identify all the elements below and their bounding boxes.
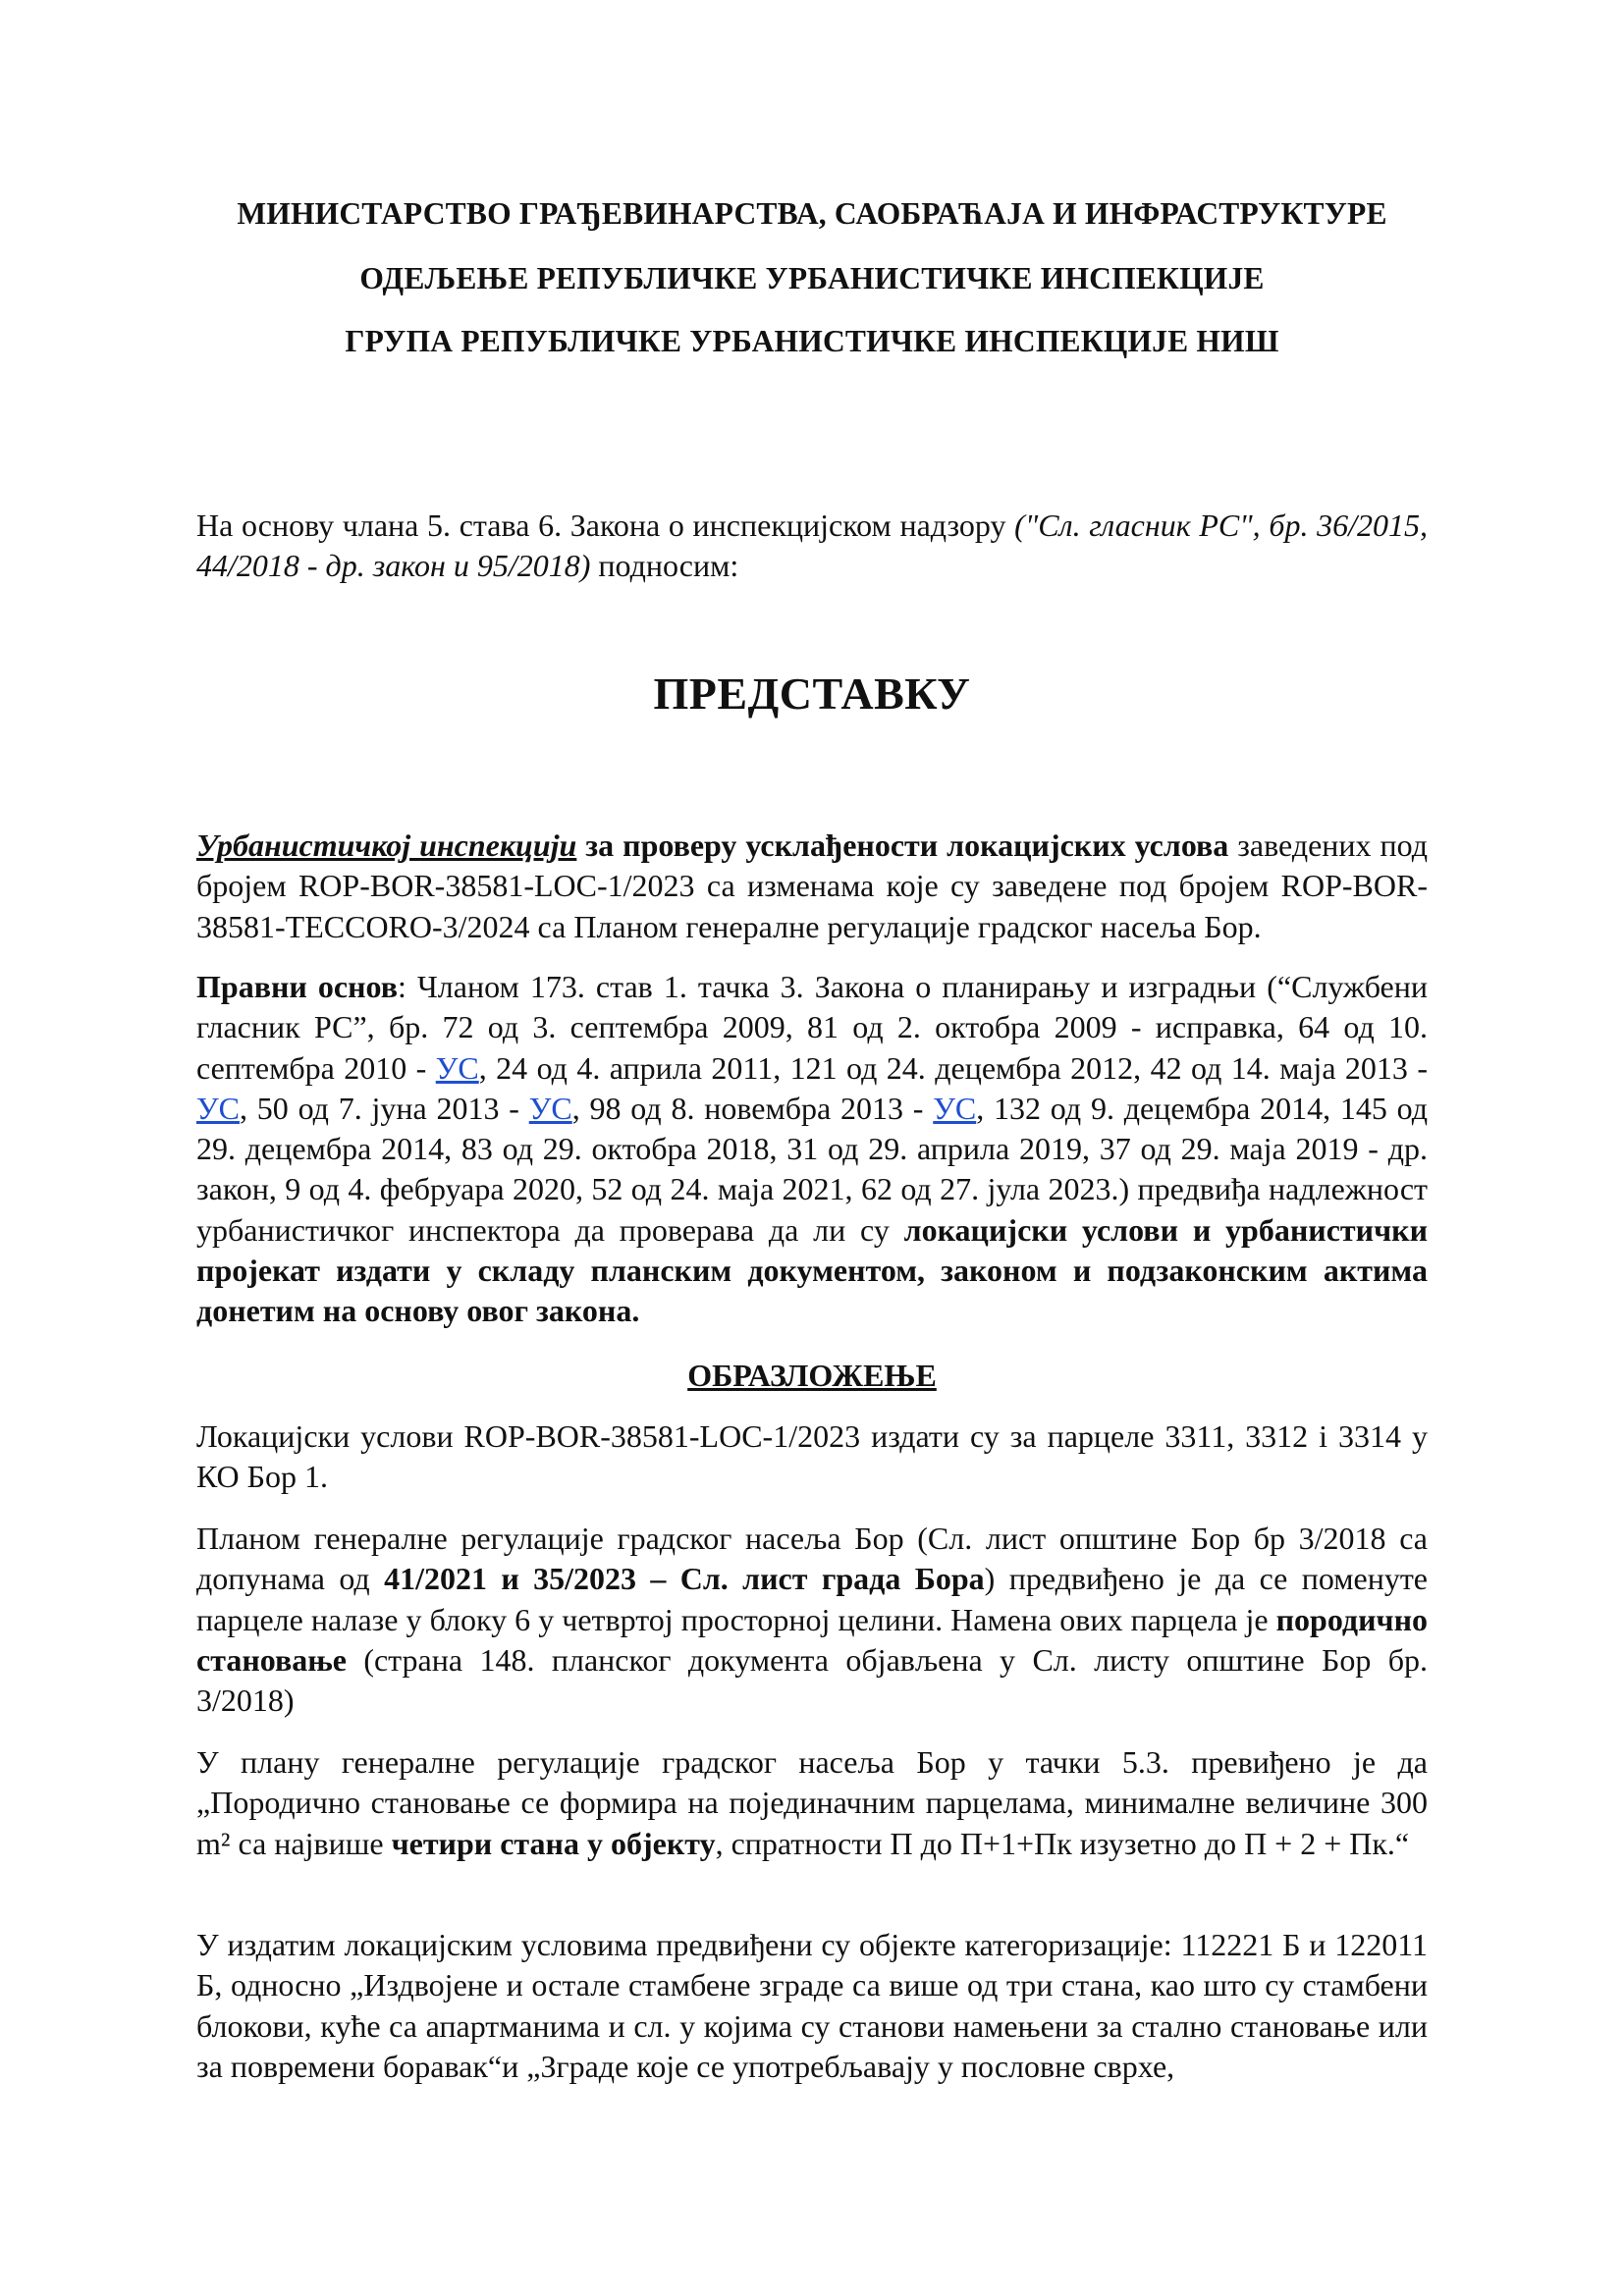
subject-paragraph (196, 826, 1428, 947)
group-heading: ГРУПА РЕПУБЛИЧКЕ УРБАНИСТИЧКЕ ИНСПЕКЦИЈЕ НИШ (345, 324, 1279, 358)
explanation-paragraph-2 (196, 1519, 1428, 1721)
p2-text: ) предвиђено је да се поменуте парцеле налазе у блоку 6 у четвртој просторној целини. Намена ових парцела је (196, 1561, 1429, 1637)
p2-text: Планом генералне регулације градског насеља Бор (Сл. лист општине Бор бр 3/2018 са допунама од (196, 1521, 1428, 1597)
department-heading: ОДЕЉЕЊЕ РЕПУБЛИЧКЕ УРБАНИСТИЧКЕ ИНСПЕКЦИЈЕ (359, 261, 1265, 295)
intro-paragraph (196, 506, 1428, 587)
p3-limit: четири стана у објекту (391, 1825, 716, 1861)
us-link[interactable]: УС (435, 1049, 479, 1086)
addressee: Урбанистичкој инспекцији (196, 828, 577, 863)
intro-text-end: подносим: (590, 548, 739, 584)
legal-basis-text: , 132 од 9. децембра 2014, 145 од 29. децембра 2014, 83 од 29. октобра 2018, 31 од 29. априла 2019, 37 од 29. маја 2019 - др. закон, 9 од 4. фебруара 2020, 52 од 24. маја 2021, 62 од 27. јула 2023.) предвиђа надлежност урбанистичког инспектора да проверава да ли су (196, 1090, 1429, 1248)
explanation-paragraph-4: У издатим локацијским условима предвиђени су објекте категоризације: 112221 Б и 122011 Б, односно „Издвојене и остале стамбене зграде са више од три стана, као што су стамбени блокови, куће са апартманима и сл. у којима су станови намењени за стално становање или за повремени боравак“и „Зграде које се употребљавају у пословне сврхе, (196, 1927, 1428, 2084)
legal-basis-paragraph (196, 967, 1428, 1332)
document-title: ПРЕДСТАВКУ (653, 668, 971, 719)
ministry-heading: МИНИСТАРСТВО ГРАЂЕВИНАРСТВА, САОБРАЋАЈА И ИНФРАСТРУКТУРЕ (237, 196, 1387, 231)
us-link[interactable]: УС (196, 1090, 240, 1126)
explanation-heading: ОБРАЗЛОЖЕЊЕ (687, 1358, 937, 1393)
legal-basis-text: , 50 од 7. јуна 2013 - (240, 1090, 529, 1126)
us-link[interactable]: УС (933, 1090, 977, 1126)
us-link[interactable]: УС (528, 1090, 572, 1126)
explanation-paragraph-3 (196, 1742, 1428, 1864)
legal-basis-text: , 24 од 4. априла 2011, 121 од 24. децембра 2012, 42 од 14. маја 2013 - (478, 1049, 1429, 1086)
legal-basis-conclusion: локацијски услови и урбанистички пројекат издати у складу планским документом, законом и подзаконским актима донетим на основу овог закона. (196, 1211, 1429, 1329)
p2-amendments: 41/2021 и 35/2023 – Сл. лист града Бора (384, 1561, 985, 1597)
subject-purpose: за проверу усклађености локацијских услова (576, 828, 1229, 863)
intro-law-reference: ("Сл. гласник РС", бр. 36/2015, 44/2018 - др. закон и 95/2018) (196, 507, 1429, 584)
explanation-paragraph-1: Локацијски услови ROP-BOR-38581-LOC-1/2023 издати су за парцеле 3311, 3312 і 3314 у КО Бор 1. (196, 1418, 1428, 1495)
p2-purpose: породично становање (196, 1601, 1428, 1678)
legal-basis-text: , 98 од 8. новембра 2013 - (571, 1090, 934, 1126)
legal-basis-label: Правни основ (196, 969, 399, 1004)
legal-basis-text: : Чланом 173. став 1. тачка 3. Закона о планирању и изградњи (“Службени гласник РС”, бр. 72 од 3. септембра 2009, 81 од 2. октобра 2009 - исправка, 64 од 10. септембра 2010 - (196, 969, 1429, 1086)
p2-text: (страна 148. планског документа објављена у Сл. листу општине Бор бр. 3/2018) (196, 1641, 1428, 1719)
p3-text: , спратности П до П+1+Пк изузетно до П + 2 + Пк.“ (715, 1825, 1410, 1861)
intro-text: На основу члана 5. става 6. Закона о инспекцијском надзору (196, 507, 1015, 543)
p3-text: У плану генералне регулације градског насеља Бор у тачки 5.3. превиђено је да „Породично становање се формира на појединачним парцелама, минималне величине 300 m² са највише (196, 1744, 1428, 1861)
subject-text: заведених под бројем ROP-BOR-38581-LOC-1/2023 са изменама које су заведене под бројем ROP-BOR-38581-TECCORO-3/2024 са Планом генералне регулације градског насеља Бор. (196, 828, 1428, 944)
